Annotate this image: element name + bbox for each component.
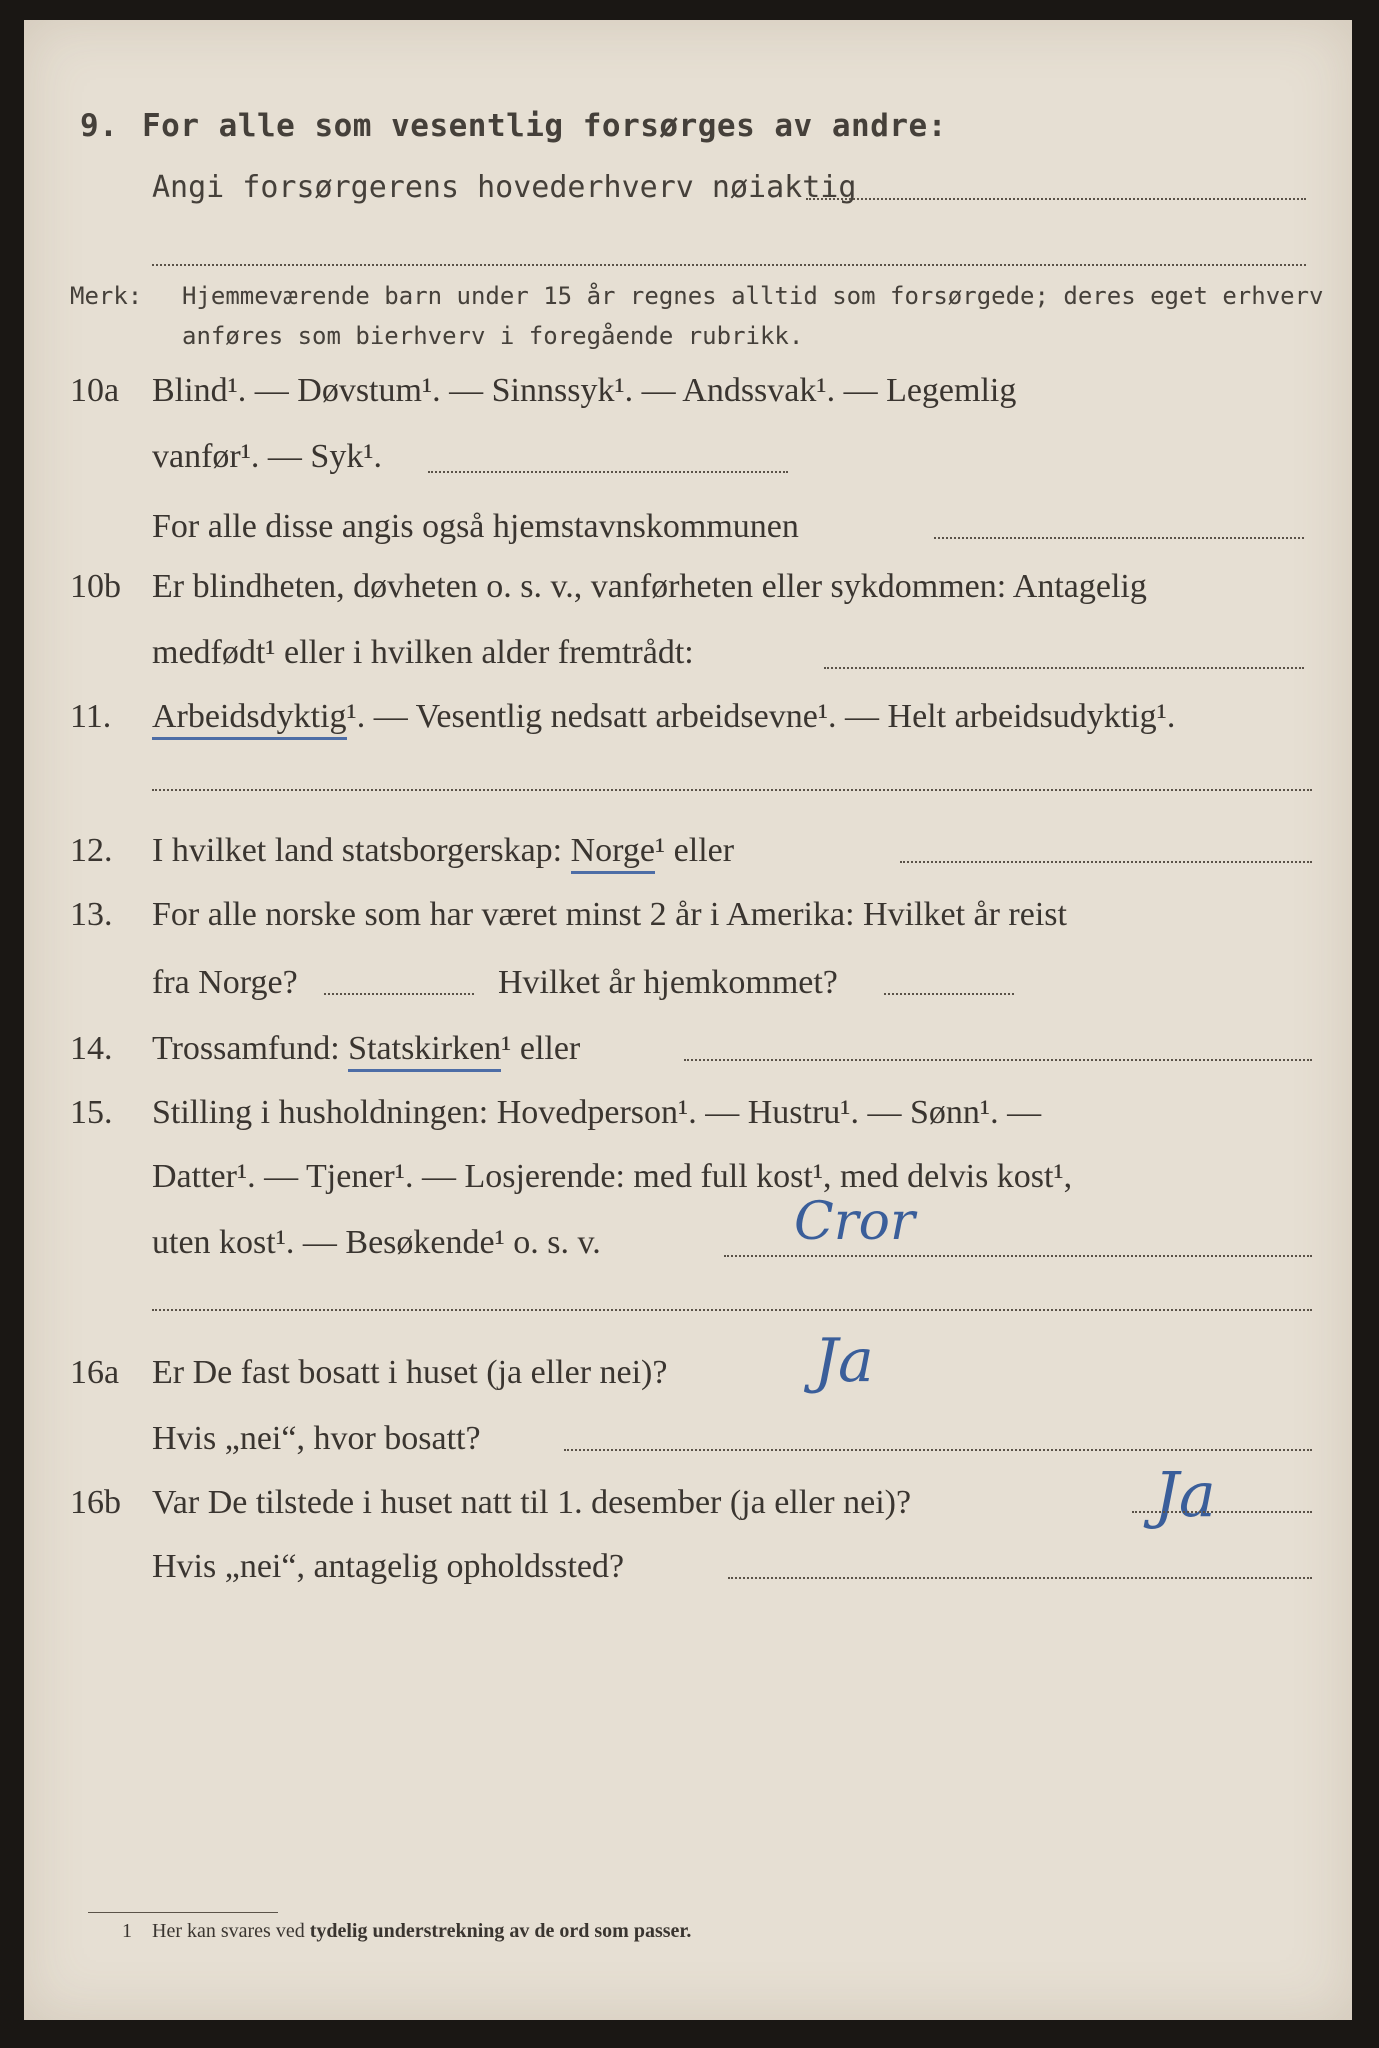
q15-answer-line[interactable]	[724, 1254, 1312, 1257]
q10b-answer-line[interactable]	[824, 666, 1304, 669]
q15-handwritten-answer[interactable]: Cror	[794, 1192, 915, 1252]
q14-option-statskirken[interactable]: Statskirken	[348, 1030, 501, 1072]
q10a-line2: vanfør¹. — Syk¹.	[152, 438, 383, 475]
q14-post: ¹ eller	[501, 1030, 581, 1067]
q14-number: 14.	[70, 1030, 113, 1067]
q16b-line1: Var De tilstede i huset natt til 1. desember (ja eller nei)?	[152, 1484, 912, 1521]
census-form-page	[24, 20, 1352, 2020]
q9-line2: Angi forsørgerens hovederhverv nøiaktig	[152, 170, 857, 205]
q14-answer-line[interactable]	[684, 1058, 1312, 1061]
q11-number: 11.	[70, 698, 112, 735]
q15-line3: uten kost¹. — Besøkende¹ o. s. v.	[152, 1224, 601, 1261]
q16b-line2: Hvis „nei“, antagelig opholdssted?	[152, 1548, 625, 1585]
q9-answer-line[interactable]	[806, 197, 1306, 200]
q13-number: 13.	[70, 896, 113, 933]
q11-text	[152, 698, 1175, 736]
q12-answer-line[interactable]	[900, 860, 1312, 863]
q13-line1: For alle norske som har været minst 2 år i Amerika: Hvilket år reist	[152, 896, 1067, 933]
q15-line2: Datter¹. — Tjener¹. — Losjerende: med full kost¹, med delvis kost¹,	[152, 1158, 1073, 1195]
q10a-line1: Blind¹. — Døvstum¹. — Sinnssyk¹. — Andssvak¹. — Legemlig	[152, 372, 1017, 409]
q11-rest: ¹. — Vesentlig nedsatt arbeidsevne¹. — Helt arbeidsudyktig¹.	[346, 698, 1176, 735]
q9-number: 9.	[80, 108, 119, 144]
q12-text	[152, 832, 734, 870]
footnote-pre: Her kan svares ved	[152, 1920, 305, 1942]
q16b-handwritten-answer[interactable]: Ja	[1154, 1458, 1216, 1531]
q13-line2b: Hvilket år hjemkommet?	[498, 964, 838, 1001]
q12-post: ¹ eller	[654, 832, 735, 869]
q15-number: 15.	[70, 1094, 113, 1131]
q12-option-norge[interactable]: Norge	[571, 832, 655, 874]
q15-line1: Stilling i husholdningen: Hovedperson¹. — Hustru¹. — Sønn¹. —	[152, 1094, 1042, 1131]
q9-text: For alle som vesentlig forsørges av andre:	[142, 108, 947, 144]
q16a-number: 16a	[70, 1354, 120, 1391]
merk-label: Merk:	[70, 282, 143, 310]
merk-line1: Hjemmeværende barn under 15 år regnes alltid som forsørgede; deres eget erhverv	[182, 282, 1324, 310]
footnote-separator	[88, 1912, 278, 1913]
q12-number: 12.	[70, 832, 113, 869]
q9-answer-line-2[interactable]	[152, 263, 1306, 266]
q12-pre: I hvilket land statsborgerskap:	[152, 832, 563, 869]
q10b-line1: Er blindheten, døvheten o. s. v., vanførheten eller sykdommen: Antagelig	[152, 568, 1147, 605]
q15-answer-line-2[interactable]	[152, 1308, 1312, 1311]
q10a-number: 10a	[70, 372, 120, 409]
q13-line2a: fra Norge?	[152, 964, 298, 1001]
footnote-bold: tydelig understrekning av de ord som passer.	[309, 1920, 692, 1942]
q16a-line1: Er De fast bosatt i huset (ja eller nei)?	[152, 1354, 668, 1391]
q10a-line3: For alle disse angis også hjemstavnskommunen	[152, 508, 799, 545]
merk-line2: anføres som bierhverv i foregående rubrikk.	[182, 322, 804, 350]
q16b-opholdssted-line[interactable]	[728, 1576, 1312, 1579]
q11-option-arbeidsdyktig[interactable]: Arbeidsdyktig	[152, 698, 347, 740]
q13-hjemkommet-line[interactable]	[884, 992, 1014, 995]
q10a-answer-line[interactable]	[428, 470, 788, 473]
q16b-number: 16b	[70, 1484, 121, 1521]
q16a-handwritten-answer[interactable]: Ja	[814, 1326, 874, 1396]
q10a-kommune-line[interactable]	[934, 536, 1304, 539]
q14-pre: Trossamfund:	[152, 1030, 340, 1067]
q10b-line2: medfødt¹ eller i hvilken alder fremtrådt:	[152, 634, 694, 671]
q16a-line2: Hvis „nei“, hvor bosatt?	[152, 1420, 481, 1457]
footnote-mark: 1	[122, 1920, 132, 1942]
q14-text	[152, 1030, 580, 1068]
q16a-answer-line[interactable]	[564, 1448, 1312, 1451]
q11-answer-line[interactable]	[152, 788, 1312, 791]
q16b-answer-line[interactable]	[1132, 1510, 1312, 1513]
q10b-number: 10b	[70, 568, 121, 605]
q13-reist-line[interactable]	[324, 992, 474, 995]
